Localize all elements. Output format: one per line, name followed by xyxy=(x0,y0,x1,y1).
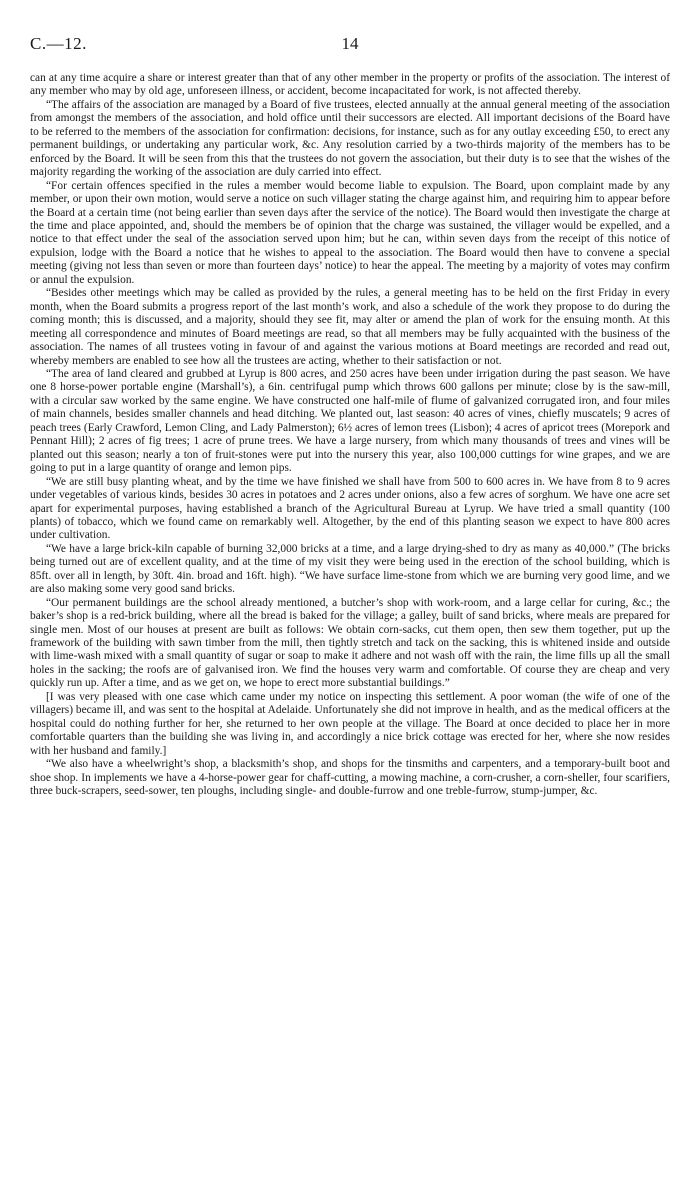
paragraph-settlement-notice: [I was very pleased with one case which came under my notice on inspecting this settlement. A poor woman (the wife of one of the villagers) became ill, and was sent to the hospital at Adelaide. Unfortunately she did not improve in health, and as the medical officers at the hospital could do nothing further for her, she returned to her own people at the village. The Board at once decided to place her in more comfortable quarters than the building she was living in, and accordingly a nice brick cottage was erected for her, where she now resides with her husband and family.] xyxy=(30,690,670,757)
paragraph-permanent-buildings: “Our permanent buildings are the school already mentioned, a butcher’s shop with work-room, and a large cellar for curing, &c.; the baker’s shop is a red-brick building, where all the bread is baked for the village; a galley, built of sand bricks, where meals are prepared for single men. Most of our houses at present are built as follows: We obtain corn-sacks, cut them open, then sew them together, put up the framework of the building with sawn timber from the mill, then tightly stretch and tack on the sacking, this is whitened inside and outside with lime-wash mixed with a small quantity of sugar or soap to make it adhere and not wash off with the rain, the lime fills up all the small holes in the sacking; the roofs are of galvanised iron. We find the houses very warm and comfortable. Of course they are cheap and very quickly run up. After a time, and as we get on, we hope to erect more substantial buildings.” xyxy=(30,596,670,690)
paragraph-brick-kiln: “We have a large brick-kiln capable of burning 32,000 bricks at a time, and a large drying-shed to dry as many as 40,000.” (The bricks being turned out are of excellent quality, and at the time of my visit they were being used in the erection of the school building, which is 85ft. over all in length, by 30ft. 4in. broad and 16ft. high). “We have surface lime-stone from which we are burning very good lime, and we are also making some very good sand bricks. xyxy=(30,542,670,596)
body-text xyxy=(30,72,670,798)
document-reference: C.—12. xyxy=(30,34,87,53)
paragraph-board-of-trustees: “The affairs of the association are managed by a Board of five trustees, elected annually at the annual general meeting of the association from amongst the members of the association, and hold office until their successors are elected. All important decisions of the Board have to be referred to the members of the association for confirmation: decisions, for instance, such as for any outlay exceeding £50, to erect any permanent buildings, or undertaking any particular work, &c. Any resolution carried by a two-thirds majority of the members has to be enforced by the Board. It will be seen from this that the trustees do not govern the association, but their duty is to see that the wishes of the majority regarding the working of the association are duly carried into effect. xyxy=(30,98,670,179)
page-number: 14 xyxy=(341,34,359,53)
paragraph-expulsion: “For certain offences specified in the rules a member would become liable to expulsion. The Board, upon complaint made by any member, or upon their own motion, would serve a notice on such villager stating the charge against him, and requiring him to appear before the Board at a certain time (not being earlier than seven days after the service of the notice). The Board would then investigate the charge at the time and place appointed, and, should the members be of opinion that the charge was sustained, the villager would be expelled, and a notice to that effect under the seal of the association served upon him; but he can, within seven days from the receipt of this notice of expulsion, lodge with the Board a notice that he wishes to appeal to the association. The Board would then have to convene a special meeting (giving not less than seven or more than fourteen days’ notice) to hear the appeal. The meeting by a majority of votes may confirm or annul the expulsion. xyxy=(30,179,670,286)
page-header xyxy=(30,34,670,54)
paragraph-land-irrigation: “The area of land cleared and grubbed at Lyrup is 800 acres, and 250 acres have been under irrigation during the past season. We have one 8 horse-power portable engine (Marshall’s), a 6in. centrifugal pump which throws 600 gallons per minute; close by is the saw-mill, with a circular saw worked by the same engine. We have constructed one half-mile of flume of galvanized corrugated iron, and four miles of main channels, besides smaller channels and head ditching. We planted out, last season: 40 acres of vines, chiefly muscatels; 9 acres of peach trees (Early Crawford, Lemon Cling, and Lady Palmerston); 6½ acres of lemon trees (Lisbon); 4 acres of apricot trees (Morepork and Pennant Hill); 2 acres of fig trees; 1 acre of prune trees. We have a large nursery, from which many thousands of trees and vines will be planted out this season; nearly a ton of fruit-stones were put into the nursery this year, also 100,000 cuttings for wine grapes, and we are going to put in a large quantity of orange and lemon pips. xyxy=(30,367,670,475)
paragraph-continued: can at any time acquire a share or interest greater than that of any other member in the property or profits of the association. The interest of any member who may by old age, unforeseen illness, or accident, become incapacitated for work, is not affected thereby. xyxy=(30,72,670,98)
paragraph-workshops-implements: “We also have a wheelwright’s shop, a blacksmith’s shop, and shops for the tinsmiths and carpenters, and a temporary-built boot and shoe shop. In implements we have a 4-horse-power gear for chaff-cutting, a mowing machine, a corn-crusher, a corn-sheller, four scarifiers, three buck-scrapers, seed-sower, ten ploughs, including single- and double-furrow and one treble-furrow, stump-jumper, &c. xyxy=(30,758,670,798)
paragraph-general-meetings: “Besides other meetings which may be called as provided by the rules, a general meeting has to be held on the first Friday in every month, when the Board submits a progress report of the last month’s work, and also a schedule of the work they propose to do during the coming month; this is discussed, and a majority, should they see fit, may alter or amend the plan of work for the ensuing month. At this meeting all correspondence and minutes of Board meetings are read, so that all members may be fully acquainted with the business of the association. The names of all trustees voting in favour of and against the various motions at Board meetings are recorded and read out, whereby members are enabled to see how all the trustees are acting, whether to their satisfaction or not. xyxy=(30,287,670,367)
paragraph-planting-wheat: “We are still busy planting wheat, and by the time we have finished we shall have from 500 to 600 acres in. We have from 8 to 9 acres under vegetables of various kinds, besides 30 acres in potatoes and 2 acres under onions, also a few acres of sorghum. We have one acre set apart for experimental purposes, having established a branch of the Agricultural Bureau at Lyrup. We have tried a small quantity (100 plants) of tobacco, which we found came on remarkably well. Altogether, by the end of this planting season we expect to have 800 acres under cultivation. xyxy=(30,475,670,542)
